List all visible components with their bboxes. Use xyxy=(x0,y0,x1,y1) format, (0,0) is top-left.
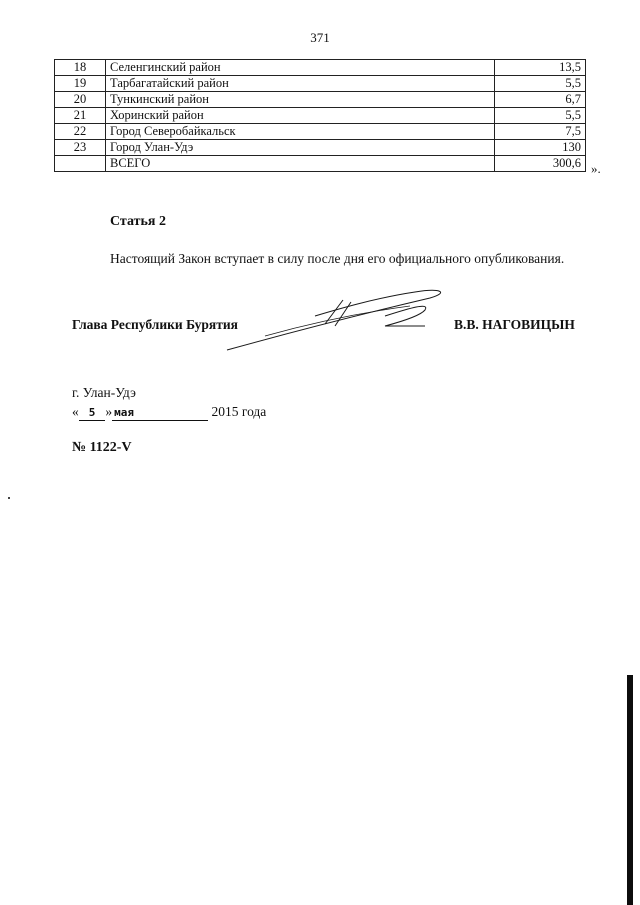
date-day: 5 xyxy=(88,406,96,419)
table-row xyxy=(55,92,586,108)
row-name-cell: Тункинский район xyxy=(106,92,495,108)
date-year: 2015 года xyxy=(211,404,267,419)
row-value-cell: 300,6 xyxy=(495,156,586,172)
date-close-quote: » xyxy=(105,404,113,419)
row-name-cell: Селенгинский район xyxy=(106,60,495,76)
table-row xyxy=(55,60,586,76)
date-day-field xyxy=(79,404,106,421)
place: г. Улан-Удэ xyxy=(72,385,136,400)
row-number-cell: 18 xyxy=(55,60,106,76)
signer-name: В.В. НАГОВИЦЫН xyxy=(454,317,575,332)
row-number-cell: 21 xyxy=(55,108,106,124)
row-number-cell: 22 xyxy=(55,124,106,140)
row-value-cell: 13,5 xyxy=(495,60,586,76)
scan-speck xyxy=(8,497,10,499)
row-name-cell: Хоринский район xyxy=(106,108,495,124)
row-value-cell: 5,5 xyxy=(495,108,586,124)
table-row xyxy=(55,140,586,156)
date-open-quote: « xyxy=(72,404,79,419)
page-number: 371 xyxy=(310,30,330,45)
row-number-cell xyxy=(55,156,106,172)
table-row xyxy=(55,108,586,124)
row-name-cell: ВСЕГО xyxy=(106,156,495,172)
row-value-cell: 6,7 xyxy=(495,92,586,108)
scan-edge-bar xyxy=(627,675,633,905)
handwritten-signature xyxy=(225,286,450,356)
article-text: Настоящий Закон вступает в силу после дня его официального опубликования. xyxy=(110,251,565,266)
row-name-cell: Тарбагатайский район xyxy=(106,76,495,92)
date-month: мая xyxy=(114,406,134,419)
table-row xyxy=(55,76,586,92)
date-month-field xyxy=(112,404,208,421)
signer-title: Глава Республики Бурятия xyxy=(72,317,238,332)
region-values-table xyxy=(54,59,586,172)
law-number: № 1122-V xyxy=(72,440,132,455)
row-number-cell: 19 xyxy=(55,76,106,92)
table-row xyxy=(55,156,586,172)
signing-date xyxy=(72,404,266,421)
row-name-cell: Город Северобайкальск xyxy=(106,124,495,140)
row-value-cell: 5,5 xyxy=(495,76,586,92)
row-value-cell: 7,5 xyxy=(495,124,586,140)
row-number-cell: 20 xyxy=(55,92,106,108)
closing-quote: ». xyxy=(591,161,601,176)
row-number-cell: 23 xyxy=(55,140,106,156)
article-heading: Статья 2 xyxy=(110,214,166,229)
row-value-cell: 130 xyxy=(495,140,586,156)
row-name-cell: Город Улан-Удэ xyxy=(106,140,495,156)
table-row xyxy=(55,124,586,140)
